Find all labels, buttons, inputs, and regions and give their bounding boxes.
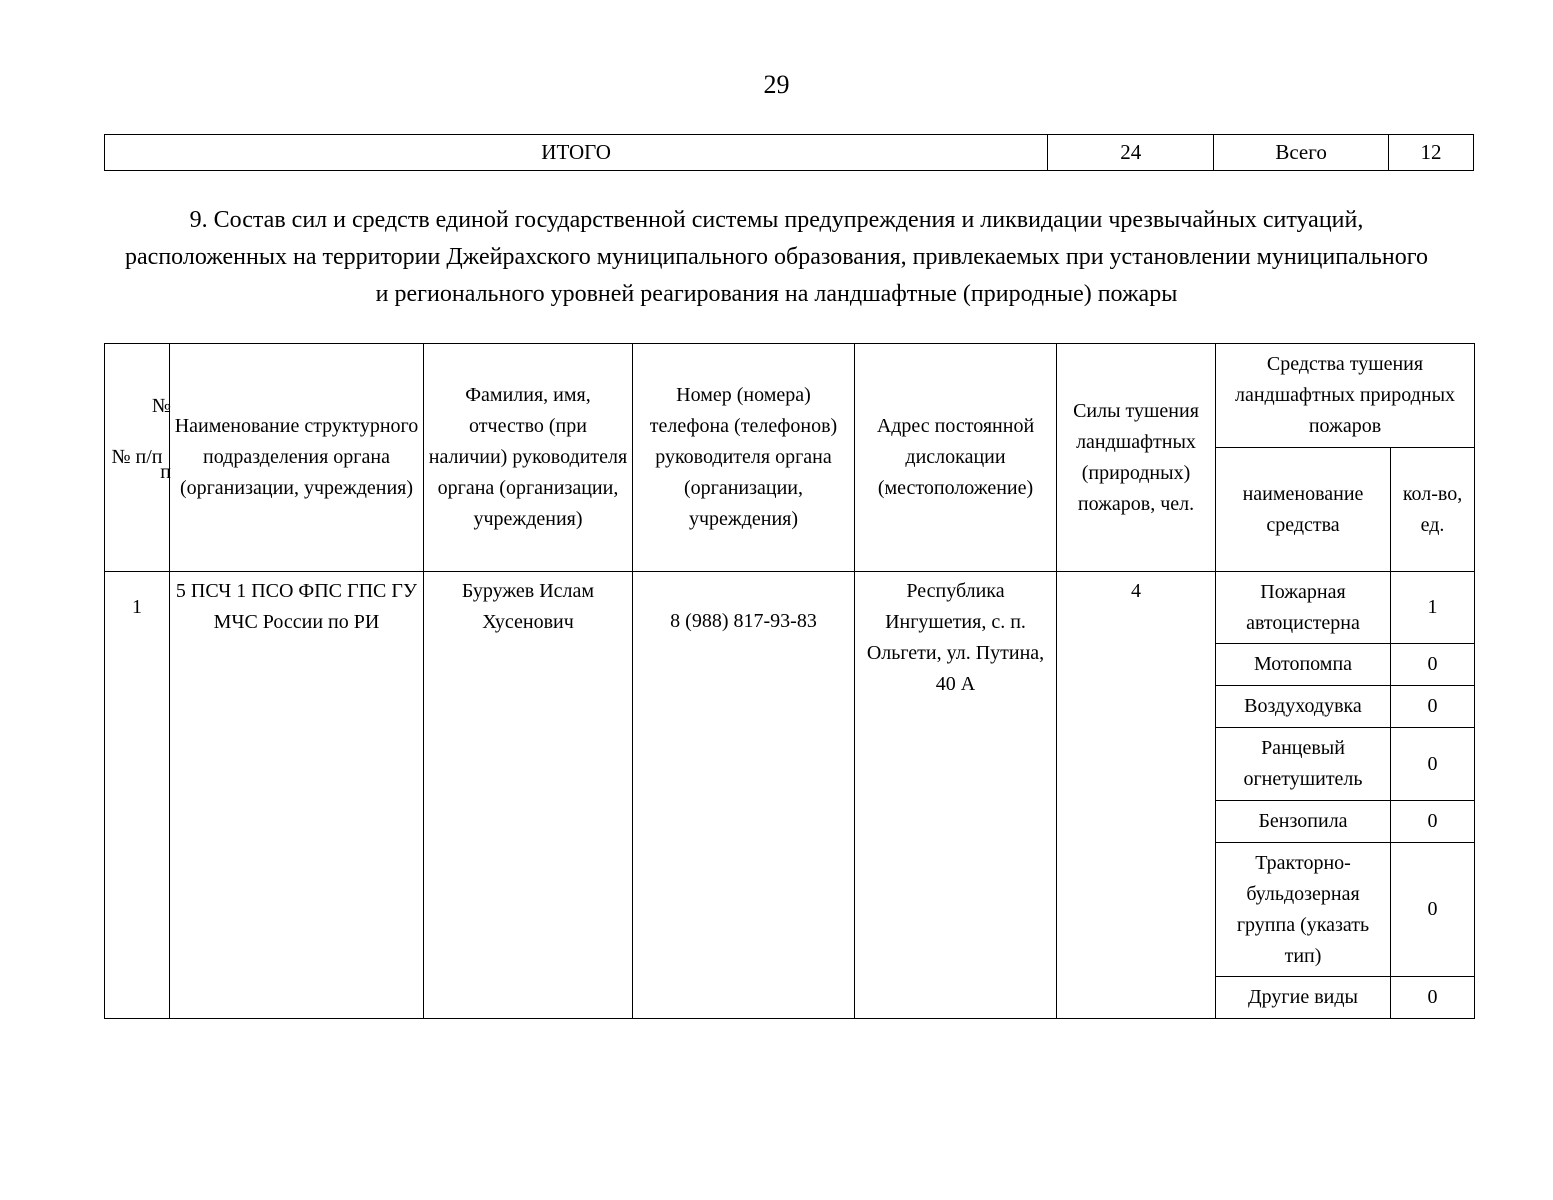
header-means-name: наименование средства	[1216, 448, 1391, 572]
header-name: Наименование структурного подразделения органа (организации, учреждения)	[170, 344, 424, 572]
means-qty: 0	[1391, 644, 1475, 686]
header-num-label: № п/п	[111, 446, 163, 468]
row-head: Буружев Ислам Хусенович	[424, 572, 633, 1019]
row-num: 1	[105, 572, 170, 1019]
row-name: 5 ПСЧ 1 ПСО ФПС ГПС ГУ МЧС России по РИ	[170, 572, 424, 1019]
totals-value: 24	[1048, 135, 1214, 171]
means-name: Мотопомпа	[1216, 644, 1391, 686]
means-qty: 0	[1391, 686, 1475, 728]
header-head: Фамилия, имя, отчество (при наличии) руководителя органа (организации, учреждения)	[424, 344, 633, 572]
totals-row	[105, 135, 1474, 171]
means-qty: 0	[1391, 801, 1475, 843]
page-number: 29	[763, 70, 790, 99]
totals-all-label: Всего	[1214, 135, 1389, 171]
means-name: Тракторно-бульдозерная группа (указать тип)	[1216, 843, 1391, 977]
means-qty: 0	[1391, 843, 1475, 977]
means-name: Ранцевый огнетушитель	[1216, 728, 1391, 801]
header-forces: Силы тушения ландшафтных (природных) пожаров, чел.	[1057, 344, 1216, 572]
header-num-mark-top: №	[151, 395, 171, 417]
section-heading: 9. Состав сил и средств единой государственной системы предупреждения и ликвидации чрезвычайных ситуаций, расположенных на территории Джейрахского муниципального образования, привлекаемых при установлении муниципального и регионального уровней реагирования на ландшафтные (природные) пожары	[125, 207, 1428, 307]
forces-table	[104, 343, 1475, 1019]
totals-table	[104, 134, 1474, 171]
table-row	[105, 572, 1475, 644]
header-phone: Номер (номера) телефона (телефонов) руководителя органа (организации, учреждения)	[633, 344, 855, 572]
row-address: Республика Ингушетия, с. п. Ольгети, ул. Путина, 40 А	[855, 572, 1057, 1019]
means-name: Пожарная автоцистерна	[1216, 572, 1391, 644]
totals-label: ИТОГО	[105, 135, 1048, 171]
header-means-qty: кол-во, ед.	[1391, 448, 1475, 572]
header-num	[105, 344, 170, 572]
totals-all-value: 12	[1389, 135, 1474, 171]
means-qty: 0	[1391, 977, 1475, 1019]
means-qty: 1	[1391, 572, 1475, 644]
header-num-mark-bottom: п	[160, 461, 171, 483]
header-address: Адрес постоянной дислокации (местоположение)	[855, 344, 1057, 572]
header-means: Средства тушения ландшафтных природных пожаров	[1216, 344, 1475, 448]
row-phone: 8 (988) 817-93-83	[633, 572, 855, 1019]
means-name: Бензопила	[1216, 801, 1391, 843]
means-name: Воздуходувка	[1216, 686, 1391, 728]
header-row-1	[105, 344, 1475, 448]
row-forces: 4	[1057, 572, 1216, 1019]
means-qty: 0	[1391, 728, 1475, 801]
means-name: Другие виды	[1216, 977, 1391, 1019]
